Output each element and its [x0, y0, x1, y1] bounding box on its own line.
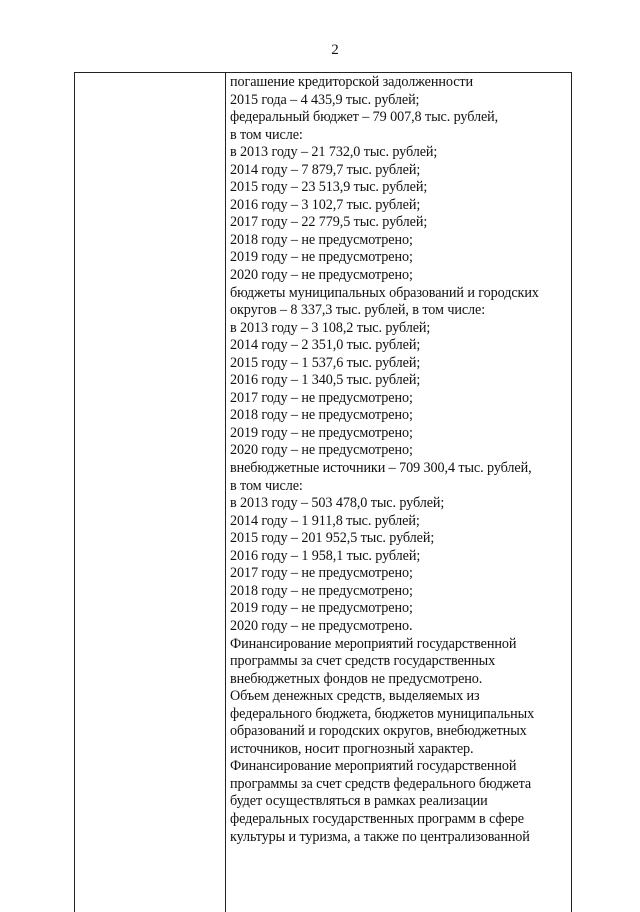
- text-line: внебюджетные источники – 709 300,4 тыс. рублей,: [230, 460, 532, 477]
- text-line: будет осуществляться в рамках реализации: [230, 793, 488, 810]
- text-line: внебюджетных фондов не предусмотрено.: [230, 670, 483, 687]
- text-line: федерального бюджета, бюджетов муниципальных: [230, 705, 535, 722]
- text-line: округов – 8 337,3 тыс. рублей, в том числе:: [230, 302, 486, 319]
- text-line: 2018 году – не предусмотрено;: [230, 407, 413, 424]
- text-line: 2014 году – 1 911,8 тыс. рублей;: [230, 512, 420, 529]
- text-line: в том числе:: [230, 126, 303, 143]
- program-table: [74, 72, 572, 912]
- text-line: образований и городских округов, внебюджетных: [230, 723, 527, 740]
- text-line: 2019 году – не предусмотрено;: [230, 249, 413, 266]
- text-line: 2017 году – 22 779,5 тыс. рублей;: [230, 214, 428, 231]
- text-line: 2019 году – не предусмотрено;: [230, 600, 413, 617]
- text-line: 2015 году – 23 513,9 тыс. рублей;: [230, 179, 428, 196]
- text-line: 2018 году – не предусмотрено;: [230, 231, 413, 248]
- text-line: погашение кредиторской задолженности: [230, 74, 474, 90]
- text-line: в том числе:: [230, 477, 303, 494]
- text-line: 2014 году – 2 351,0 тыс. рублей;: [230, 337, 421, 354]
- text-line: в 2013 году – 503 478,0 тыс. рублей;: [230, 495, 445, 512]
- text-line: 2020 году – не предусмотрено;: [230, 442, 413, 459]
- text-line: федеральных государственных программ в сфере: [230, 810, 524, 827]
- text-line: 2016 году – 1 340,5 тыс. рублей;: [230, 372, 421, 389]
- text-line: 2016 году – 3 102,7 тыс. рублей;: [230, 196, 421, 213]
- text-line: в 2013 году – 21 732,0 тыс. рублей;: [230, 144, 438, 161]
- text-line: 2019 году – не предусмотрено;: [230, 424, 413, 441]
- text-line: 2015 году – 1 537,6 тыс. рублей;: [230, 354, 421, 371]
- text-line: 2017 году – не предусмотрено;: [230, 565, 413, 582]
- text-line: источников, носит прогнозный характер.: [230, 740, 474, 757]
- text-line: 2018 году – не предусмотрено;: [230, 582, 413, 599]
- text-line: в 2013 году – 3 108,2 тыс. рублей;: [230, 319, 431, 336]
- text-line: 2016 году – 1 958,1 тыс. рублей;: [230, 547, 421, 564]
- text-line: программы за счет средств государственных: [230, 653, 496, 670]
- text-line: Финансирование мероприятий государственной: [230, 635, 517, 652]
- column-divider: [225, 73, 226, 912]
- text-line: 2020 году – не предусмотрено.: [230, 617, 413, 634]
- text-line: культуры и туризма, а также по централизованной: [230, 828, 530, 845]
- text-line: Финансирование мероприятий государственной: [230, 758, 517, 775]
- text-line: 2014 году – 7 879,7 тыс. рублей;: [230, 161, 421, 178]
- text-line: 2015 года – 4 435,9 тыс. рублей;: [230, 91, 420, 108]
- text-line: программы за счет средств федерального бюджета: [230, 775, 532, 792]
- table-left-cell: [75, 73, 225, 912]
- text-line: 2020 году – не предусмотрено;: [230, 267, 413, 284]
- text-line: Объем денежных средств, выделяемых из: [230, 688, 480, 705]
- text-line: 2017 году – не предусмотрено;: [230, 389, 413, 406]
- table-right-cell: [230, 74, 570, 846]
- text-line: 2015 году – 201 952,5 тыс. рублей;: [230, 530, 435, 547]
- page-number: 2: [331, 42, 339, 58]
- text-line: бюджеты муниципальных образований и городских: [230, 284, 539, 301]
- text-line: федеральный бюджет – 79 007,8 тыс. рублей,: [230, 109, 499, 126]
